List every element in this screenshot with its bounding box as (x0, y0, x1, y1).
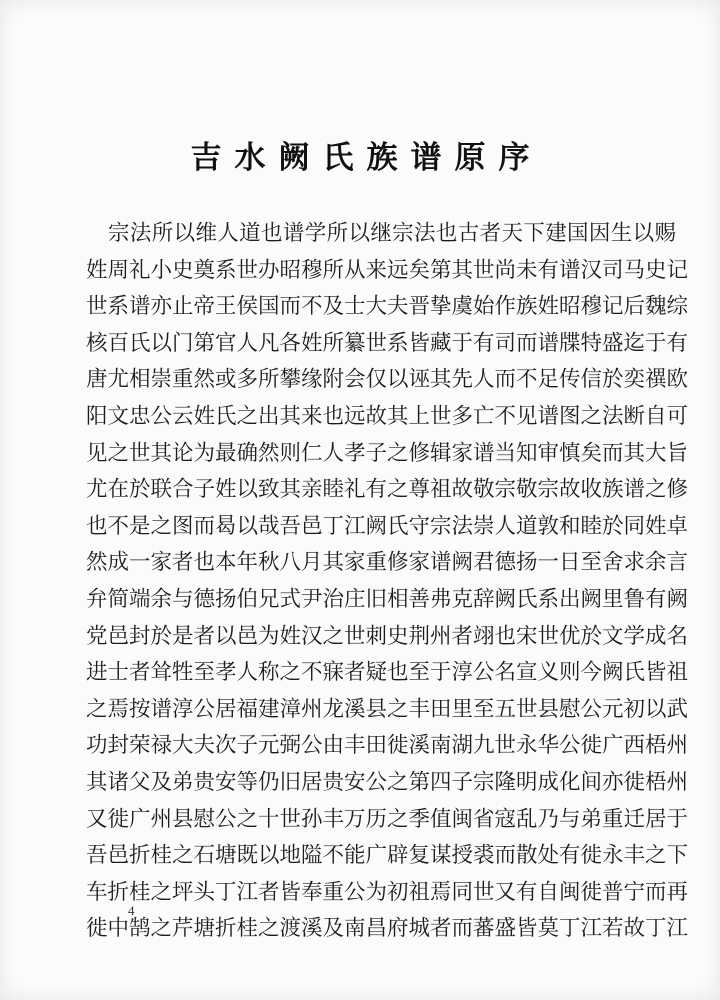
text-line: 进士者耸牲至孝人称之不寐者疑也至于淳公名宣义则今阙氏皆祖 (86, 660, 689, 686)
document-body (86, 216, 689, 948)
text-line: 见之世其论为最确然则仁人孝子之修辑家谱当知审慎矣而其大旨 (86, 440, 689, 466)
text-line: 宗法所以维人道也谱学所以继宗法也古者天下建国因生以赐 (108, 221, 676, 246)
text-line: 唐尤相崇重然或多所攀缘附会仅以诬其先人而不足传信於奕禩欧 (86, 367, 689, 393)
text-line: 吾邑折桂之石塘既以地隘不能广辟复谋授裘而散处有徙永丰之下 (86, 843, 689, 869)
text-line: 世系谱亦止帝王侯国而不及士大夫晋挚虞始作族姓昭穆记后魏综 (86, 294, 689, 320)
text-line: 核百氏以门第官人凡各姓所纂世系皆藏于有司而谱牒特盛迄于有 (86, 330, 689, 356)
text-line: 其诸父及弟贵安等仍旧居贵安公之第四子宗隆明成化间亦徙梧州 (86, 769, 689, 795)
text-line: 尤在於联合子姓以致其亲睦礼有之尊祖故敬宗敬宗故收族谱之修 (86, 477, 689, 503)
text-line: 姓周礼小史奠系世办昭穆所从来远矣第其世尚未有谱汉司马史记 (86, 257, 689, 283)
text-line: 车折桂之坪头丁江者皆奉重公为初祖焉同世又有自闽徙普宁而再 (86, 879, 689, 905)
text-line: 弁简端余与德扬伯兄式尹治庄旧相善弗克辞阙氏系出阙里鲁有阙 (86, 586, 689, 612)
text-line: 也不是之图而曷以哉吾邑丁江阙氏守宗法崇人道敦和睦於同姓卓 (86, 513, 689, 539)
text-line: 然成一家者也本年秋八月其家重修家谱阙君德扬一日至舍求余言 (86, 550, 689, 576)
text-line: 功封荣禄大夫次子元弼公由丰田徙溪南湖九世永华公徙广西梧州 (86, 733, 689, 759)
text-line: 阳文忠公云姓氏之出其来也远故其上世多亡不见谱图之法断自可 (86, 403, 689, 429)
document-title: 吉水阙氏族谱原序 (190, 140, 543, 176)
text-line: 徙中鹄之芹塘折桂之渡溪及南昌府城者而蕃盛皆莫丁江若故丁江 (86, 916, 689, 942)
text-line: 党邑封於是者以邑为姓汉之世刺史荆州者翊也宋世优於文学成名 (86, 623, 689, 649)
page-number: 4 (128, 903, 135, 918)
text-line: 之焉按谱淳公居福建漳州龙溪县之丰田里至五世县慰公元初以武 (86, 696, 689, 722)
text-line: 又徙广州县慰公之十世孙丰万历之季值闽省寇乱乃与弟重迁居于 (86, 806, 689, 832)
